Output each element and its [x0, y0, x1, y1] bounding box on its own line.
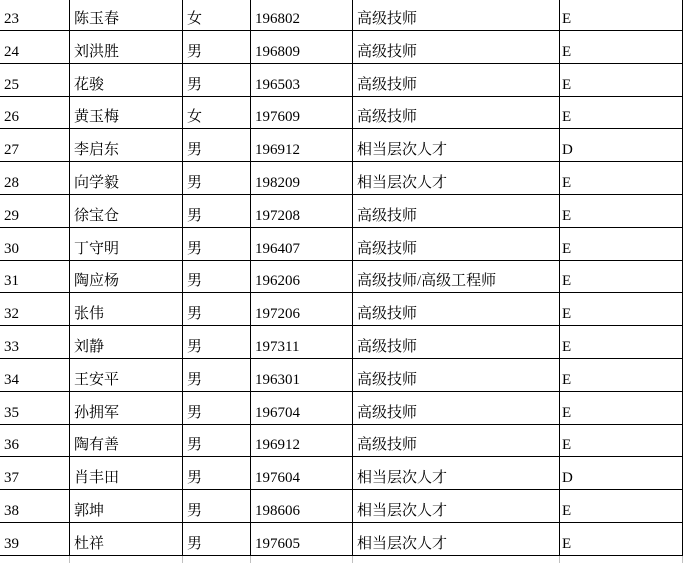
cell-title[interactable]: 相当层次人才 — [353, 490, 560, 522]
cell-row-number[interactable]: 29 — [0, 195, 70, 227]
cell-name[interactable]: 花骏 — [70, 64, 183, 96]
cell-title[interactable]: 高级技师 — [353, 195, 560, 227]
cell-gender[interactable]: 男 — [183, 490, 251, 522]
cell-row-number[interactable]: 38 — [0, 490, 70, 522]
cell-date-code[interactable]: 197604 — [251, 457, 353, 489]
cell-name[interactable]: 徐宝仓 — [70, 195, 183, 227]
faint-gridline — [183, 556, 251, 563]
cell-name[interactable]: 黄玉梅 — [70, 97, 183, 129]
cell-date-code[interactable]: 196301 — [251, 359, 353, 391]
cell-gender[interactable]: 男 — [183, 195, 251, 227]
cell-title[interactable]: 相当层次人才 — [353, 523, 560, 555]
cell-gender[interactable]: 男 — [183, 64, 251, 96]
cell-grade[interactable]: E — [560, 359, 683, 391]
cell-row-number[interactable]: 30 — [0, 228, 70, 260]
cell-grade[interactable]: E — [560, 195, 683, 227]
table-row — [0, 425, 683, 458]
cell-date-code[interactable]: 196206 — [251, 261, 353, 293]
cell-grade[interactable]: E — [560, 228, 683, 260]
table-row — [0, 162, 683, 195]
table-row — [0, 392, 683, 425]
cell-grade[interactable]: E — [560, 425, 683, 457]
cell-row-number[interactable]: 34 — [0, 359, 70, 391]
cell-date-code[interactable]: 198209 — [251, 162, 353, 194]
cell-gender[interactable]: 女 — [183, 0, 251, 30]
cell-grade[interactable]: E — [560, 31, 683, 63]
cell-name[interactable]: 郭坤 — [70, 490, 183, 522]
cell-date-code[interactable]: 196912 — [251, 129, 353, 161]
cell-row-number[interactable]: 27 — [0, 129, 70, 161]
cell-gender[interactable]: 男 — [183, 31, 251, 63]
cell-gender[interactable]: 男 — [183, 457, 251, 489]
cell-grade[interactable]: E — [560, 162, 683, 194]
cell-grade[interactable]: D — [560, 129, 683, 161]
cell-gender[interactable]: 男 — [183, 425, 251, 457]
cell-name[interactable]: 陈玉春 — [70, 0, 183, 30]
cell-title[interactable]: 相当层次人才 — [353, 457, 560, 489]
table-row — [0, 195, 683, 228]
cell-gender[interactable]: 男 — [183, 293, 251, 325]
cell-name[interactable]: 丁守明 — [70, 228, 183, 260]
cell-date-code[interactable]: 198606 — [251, 490, 353, 522]
table-row — [0, 129, 683, 162]
cell-grade[interactable]: E — [560, 326, 683, 358]
cell-date-code[interactable]: 196407 — [251, 228, 353, 260]
table-row — [0, 490, 683, 523]
cell-name[interactable]: 陶应杨 — [70, 261, 183, 293]
table-row — [0, 64, 683, 97]
table-row — [0, 457, 683, 490]
cell-grade[interactable]: E — [560, 523, 683, 555]
cell-title[interactable]: 高级技师 — [353, 64, 560, 96]
table-row — [0, 228, 683, 261]
cell-title[interactable]: 高级技师/高级工程师 — [353, 261, 560, 293]
cell-name[interactable]: 肖丰田 — [70, 457, 183, 489]
table-row — [0, 0, 683, 31]
cell-date-code[interactable]: 196809 — [251, 31, 353, 63]
table-row — [0, 293, 683, 326]
cell-name[interactable]: 向学毅 — [70, 162, 183, 194]
table-row — [0, 326, 683, 359]
cell-name[interactable]: 孙拥军 — [70, 392, 183, 424]
cell-title[interactable]: 高级技师 — [353, 228, 560, 260]
cell-grade[interactable]: E — [560, 64, 683, 96]
cell-gender[interactable]: 女 — [183, 97, 251, 129]
faint-gridline — [353, 556, 560, 563]
cell-grade[interactable]: E — [560, 97, 683, 129]
cell-gender[interactable]: 男 — [183, 261, 251, 293]
cell-title[interactable]: 高级技师 — [353, 31, 560, 63]
gridline-stub-row — [0, 556, 683, 563]
cell-row-number[interactable]: 28 — [0, 162, 70, 194]
cell-title[interactable]: 高级技师 — [353, 293, 560, 325]
faint-gridline — [251, 556, 353, 563]
cell-title[interactable]: 高级技师 — [353, 392, 560, 424]
cell-grade[interactable]: E — [560, 261, 683, 293]
cell-gender[interactable]: 男 — [183, 392, 251, 424]
table-row — [0, 97, 683, 130]
cell-grade[interactable]: E — [560, 0, 683, 30]
cell-grade[interactable]: D — [560, 457, 683, 489]
cell-date-code[interactable]: 197609 — [251, 97, 353, 129]
cell-name[interactable]: 张伟 — [70, 293, 183, 325]
cell-title[interactable]: 高级技师 — [353, 425, 560, 457]
table-row — [0, 261, 683, 294]
cell-title[interactable]: 相当层次人才 — [353, 162, 560, 194]
cell-date-code[interactable]: 196704 — [251, 392, 353, 424]
cell-title[interactable]: 高级技师 — [353, 97, 560, 129]
cell-row-number[interactable]: 23 — [0, 0, 70, 30]
cell-date-code[interactable]: 197311 — [251, 326, 353, 358]
cell-name[interactable]: 李启东 — [70, 129, 183, 161]
table-row — [0, 31, 683, 64]
cell-name[interactable]: 刘静 — [70, 326, 183, 358]
cell-row-number[interactable]: 25 — [0, 64, 70, 96]
cell-grade[interactable]: E — [560, 293, 683, 325]
cell-title[interactable]: 高级技师 — [353, 359, 560, 391]
cell-title[interactable]: 相当层次人才 — [353, 129, 560, 161]
table-row — [0, 359, 683, 392]
cell-name[interactable]: 陶有善 — [70, 425, 183, 457]
cell-row-number[interactable]: 31 — [0, 261, 70, 293]
cell-gender[interactable]: 男 — [183, 326, 251, 358]
cell-date-code[interactable]: 196802 — [251, 0, 353, 30]
cell-gender[interactable]: 男 — [183, 359, 251, 391]
cell-grade[interactable]: E — [560, 490, 683, 522]
faint-gridline — [70, 556, 183, 563]
cell-name[interactable]: 刘洪胜 — [70, 31, 183, 63]
cell-date-code[interactable]: 197208 — [251, 195, 353, 227]
cell-date-code[interactable]: 197605 — [251, 523, 353, 555]
cell-date-code[interactable]: 197206 — [251, 293, 353, 325]
cell-gender[interactable]: 男 — [183, 162, 251, 194]
faint-gridline — [0, 556, 70, 563]
cell-name[interactable]: 杜祥 — [70, 523, 183, 555]
cell-row-number[interactable]: 24 — [0, 31, 70, 63]
cell-title[interactable]: 高级技师 — [353, 326, 560, 358]
cell-row-number[interactable]: 33 — [0, 326, 70, 358]
cell-date-code[interactable]: 196912 — [251, 425, 353, 457]
cell-gender[interactable]: 男 — [183, 228, 251, 260]
cell-date-code[interactable]: 196503 — [251, 64, 353, 96]
faint-gridline — [560, 556, 683, 563]
cell-row-number[interactable]: 26 — [0, 97, 70, 129]
cell-row-number[interactable]: 36 — [0, 425, 70, 457]
cell-gender[interactable]: 男 — [183, 523, 251, 555]
cell-row-number[interactable]: 32 — [0, 293, 70, 325]
cell-row-number[interactable]: 37 — [0, 457, 70, 489]
cell-row-number[interactable]: 35 — [0, 392, 70, 424]
cell-name[interactable]: 王安平 — [70, 359, 183, 391]
cell-grade[interactable]: E — [560, 392, 683, 424]
cell-row-number[interactable]: 39 — [0, 523, 70, 555]
table-row — [0, 523, 683, 556]
cell-title[interactable]: 高级技师 — [353, 0, 560, 30]
cell-gender[interactable]: 男 — [183, 129, 251, 161]
